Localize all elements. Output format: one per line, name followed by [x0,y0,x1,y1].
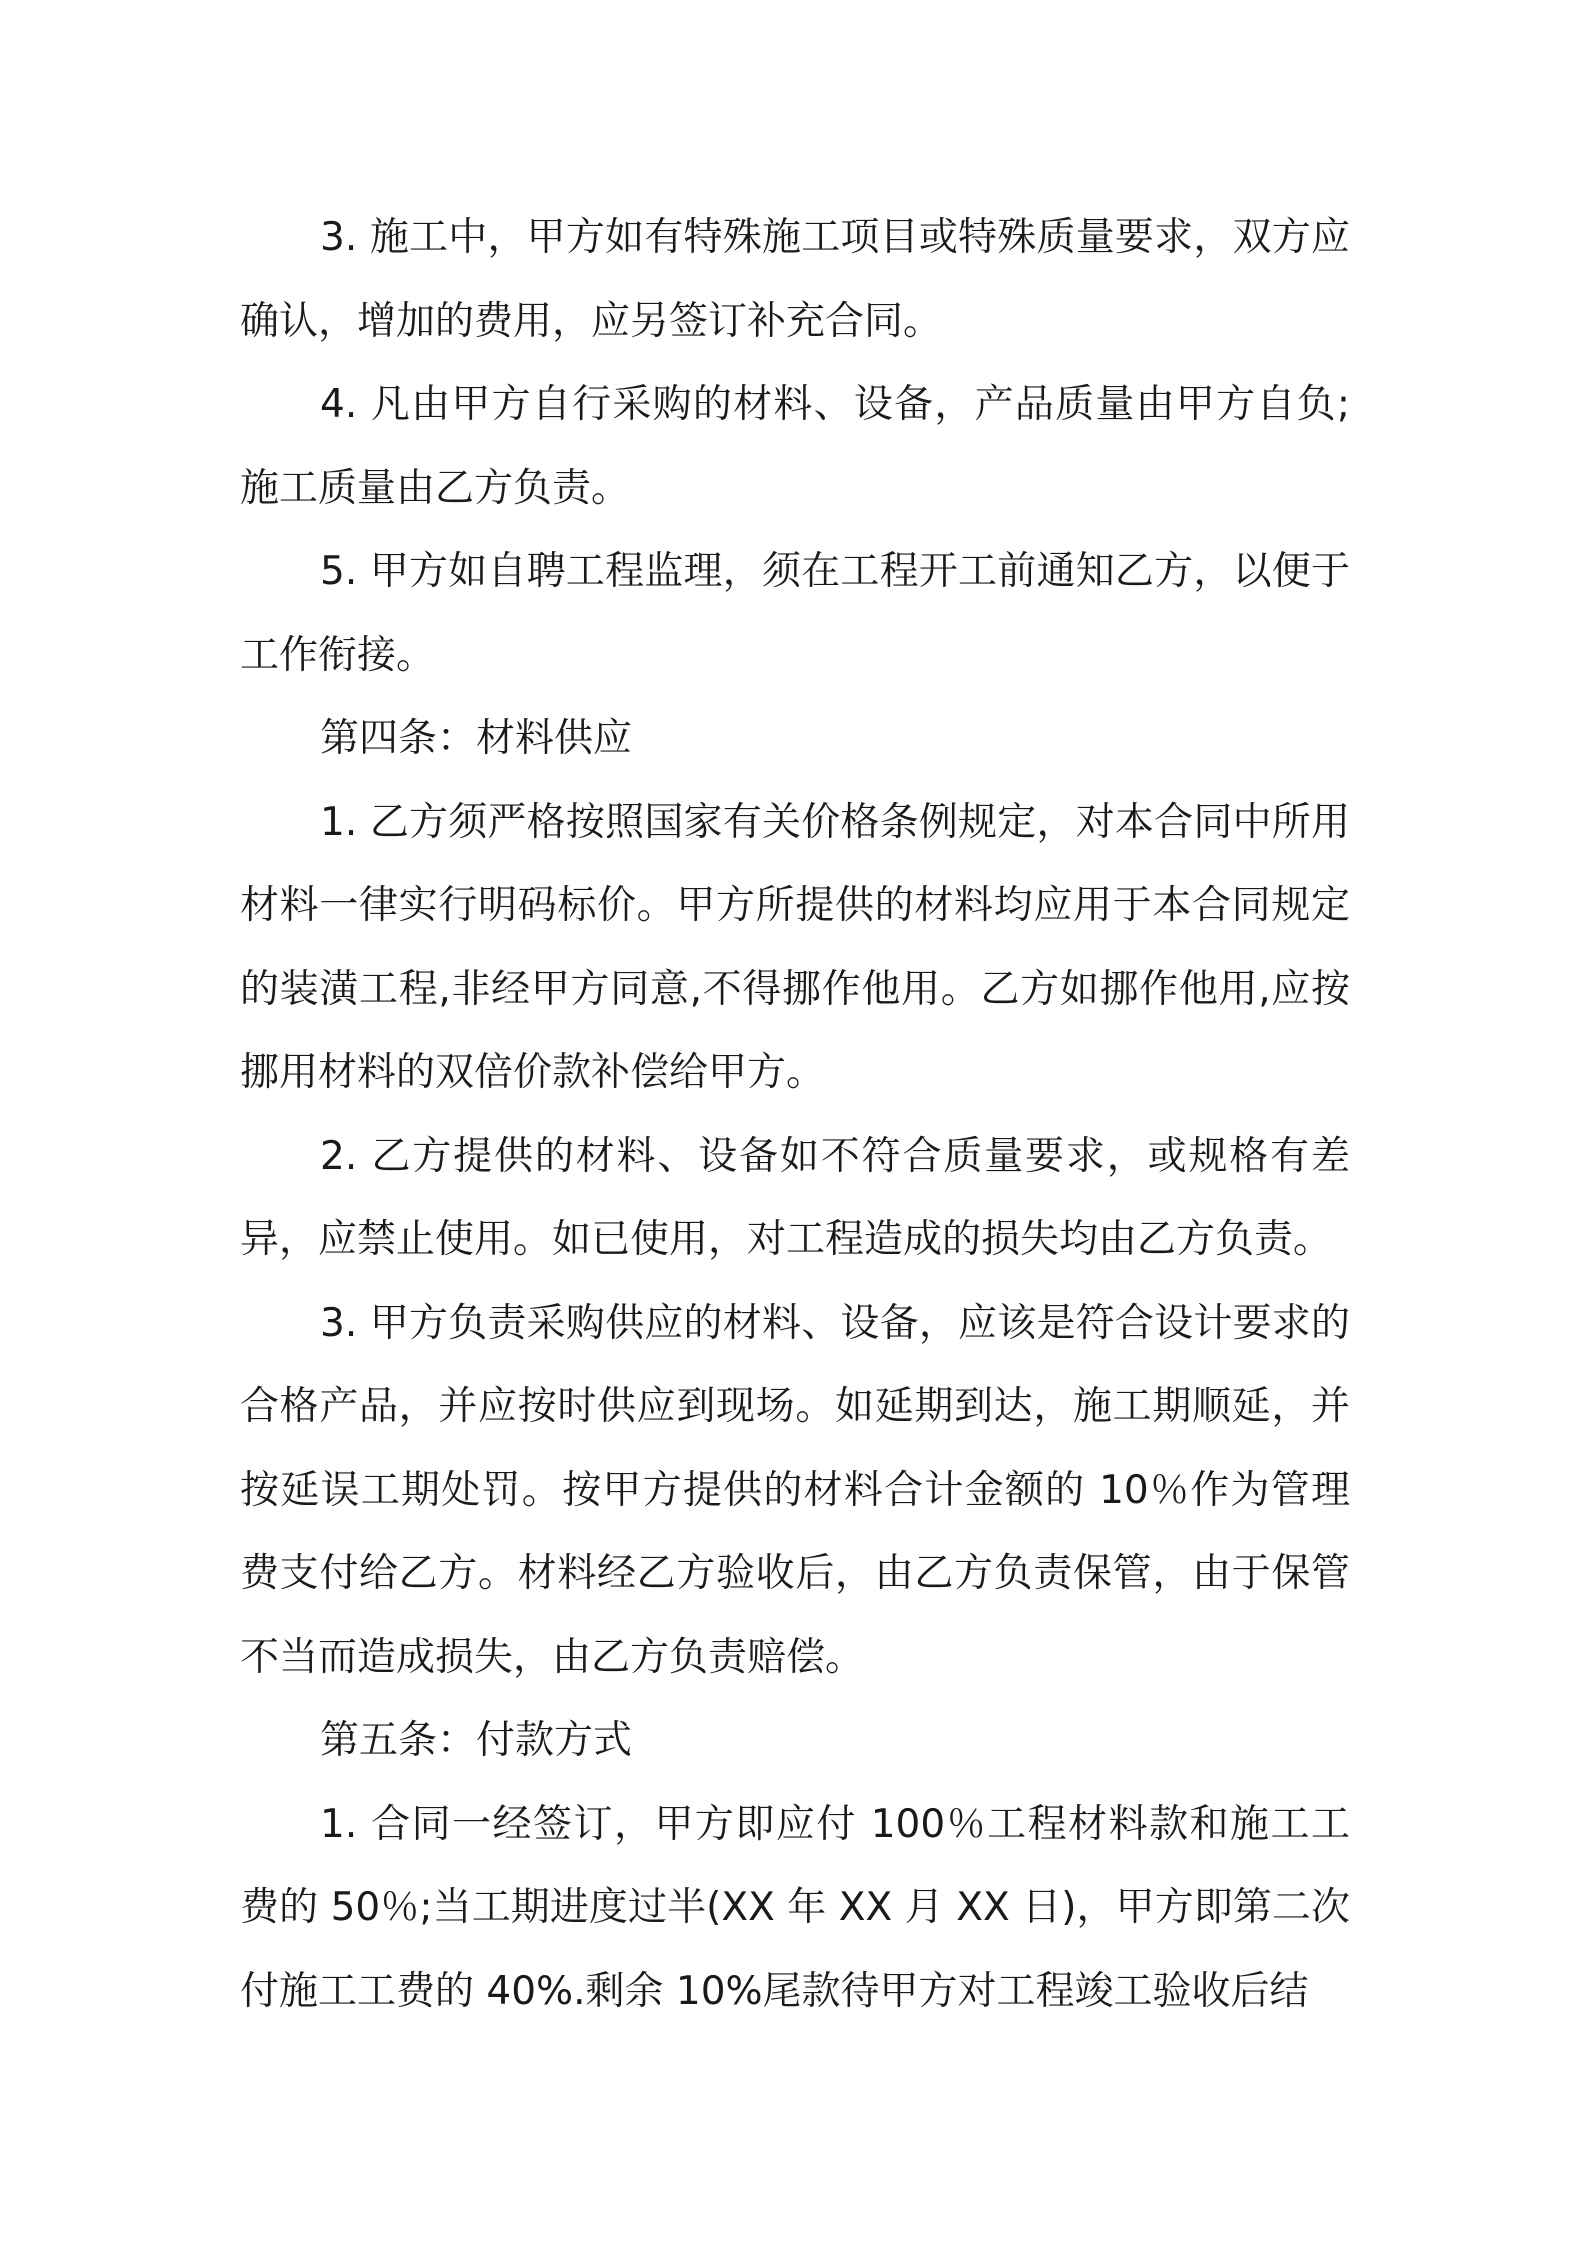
section-heading-material-supply: 第四条：材料供应 [320,716,633,761]
section-heading-payment-method: 第五条：付款方式 [320,1718,633,1763]
clause-5-1: 1. 合同一经签订，甲方即应付 100％工程材料款和施工工费的 50％;当工期进度过半(XX 年 XX 月 XX 日)，甲方即第二次付施工工费的 40%.剩余 10%尾款待甲方对工程竣工验收后结 [240,1801,1350,2014]
clause-3-4: 4. 凡由甲方自行采购的材料、设备，产品质量由甲方自负;施工质量由乙方负责。 [240,382,1350,511]
clause-4-1: 1. 乙方须严格按照国家有关价格条例规定，对本合同中所用材料一律实行明码标价。甲方所提供的材料均应用于本合同规定的装潢工程,非经甲方同意,不得挪作他用。乙方如挪作他用,应按挪用材料的双倍价款补偿给甲方。 [240,799,1350,1095]
document-body [240,196,1350,2033]
clause-4-3: 3. 甲方负责采购供应的材料、设备，应该是符合设计要求的合格产品，并应按时供应到现场。如延期到达，施工期顺延，并按延误工期处罚。按甲方提供的材料合计金额的 10％作为管理费支付给乙方。材料经乙方验收后，由乙方负责保管，由于保管不当而造成损失，由乙方负责赔偿。 [240,1300,1350,1680]
clause-3-5: 5. 甲方如自聘工程监理，须在工程开工前通知乙方，以便于工作衔接。 [240,549,1350,678]
clause-3-3: 3. 施工中，甲方如有特殊施工项目或特殊质量要求，双方应确认，增加的费用，应另签订补充合同。 [240,215,1350,344]
clause-4-2: 2. 乙方提供的材料、设备如不符合质量要求，或规格有差异，应禁止使用。如已使用，对工程造成的损失均由乙方负责。 [240,1133,1350,1262]
